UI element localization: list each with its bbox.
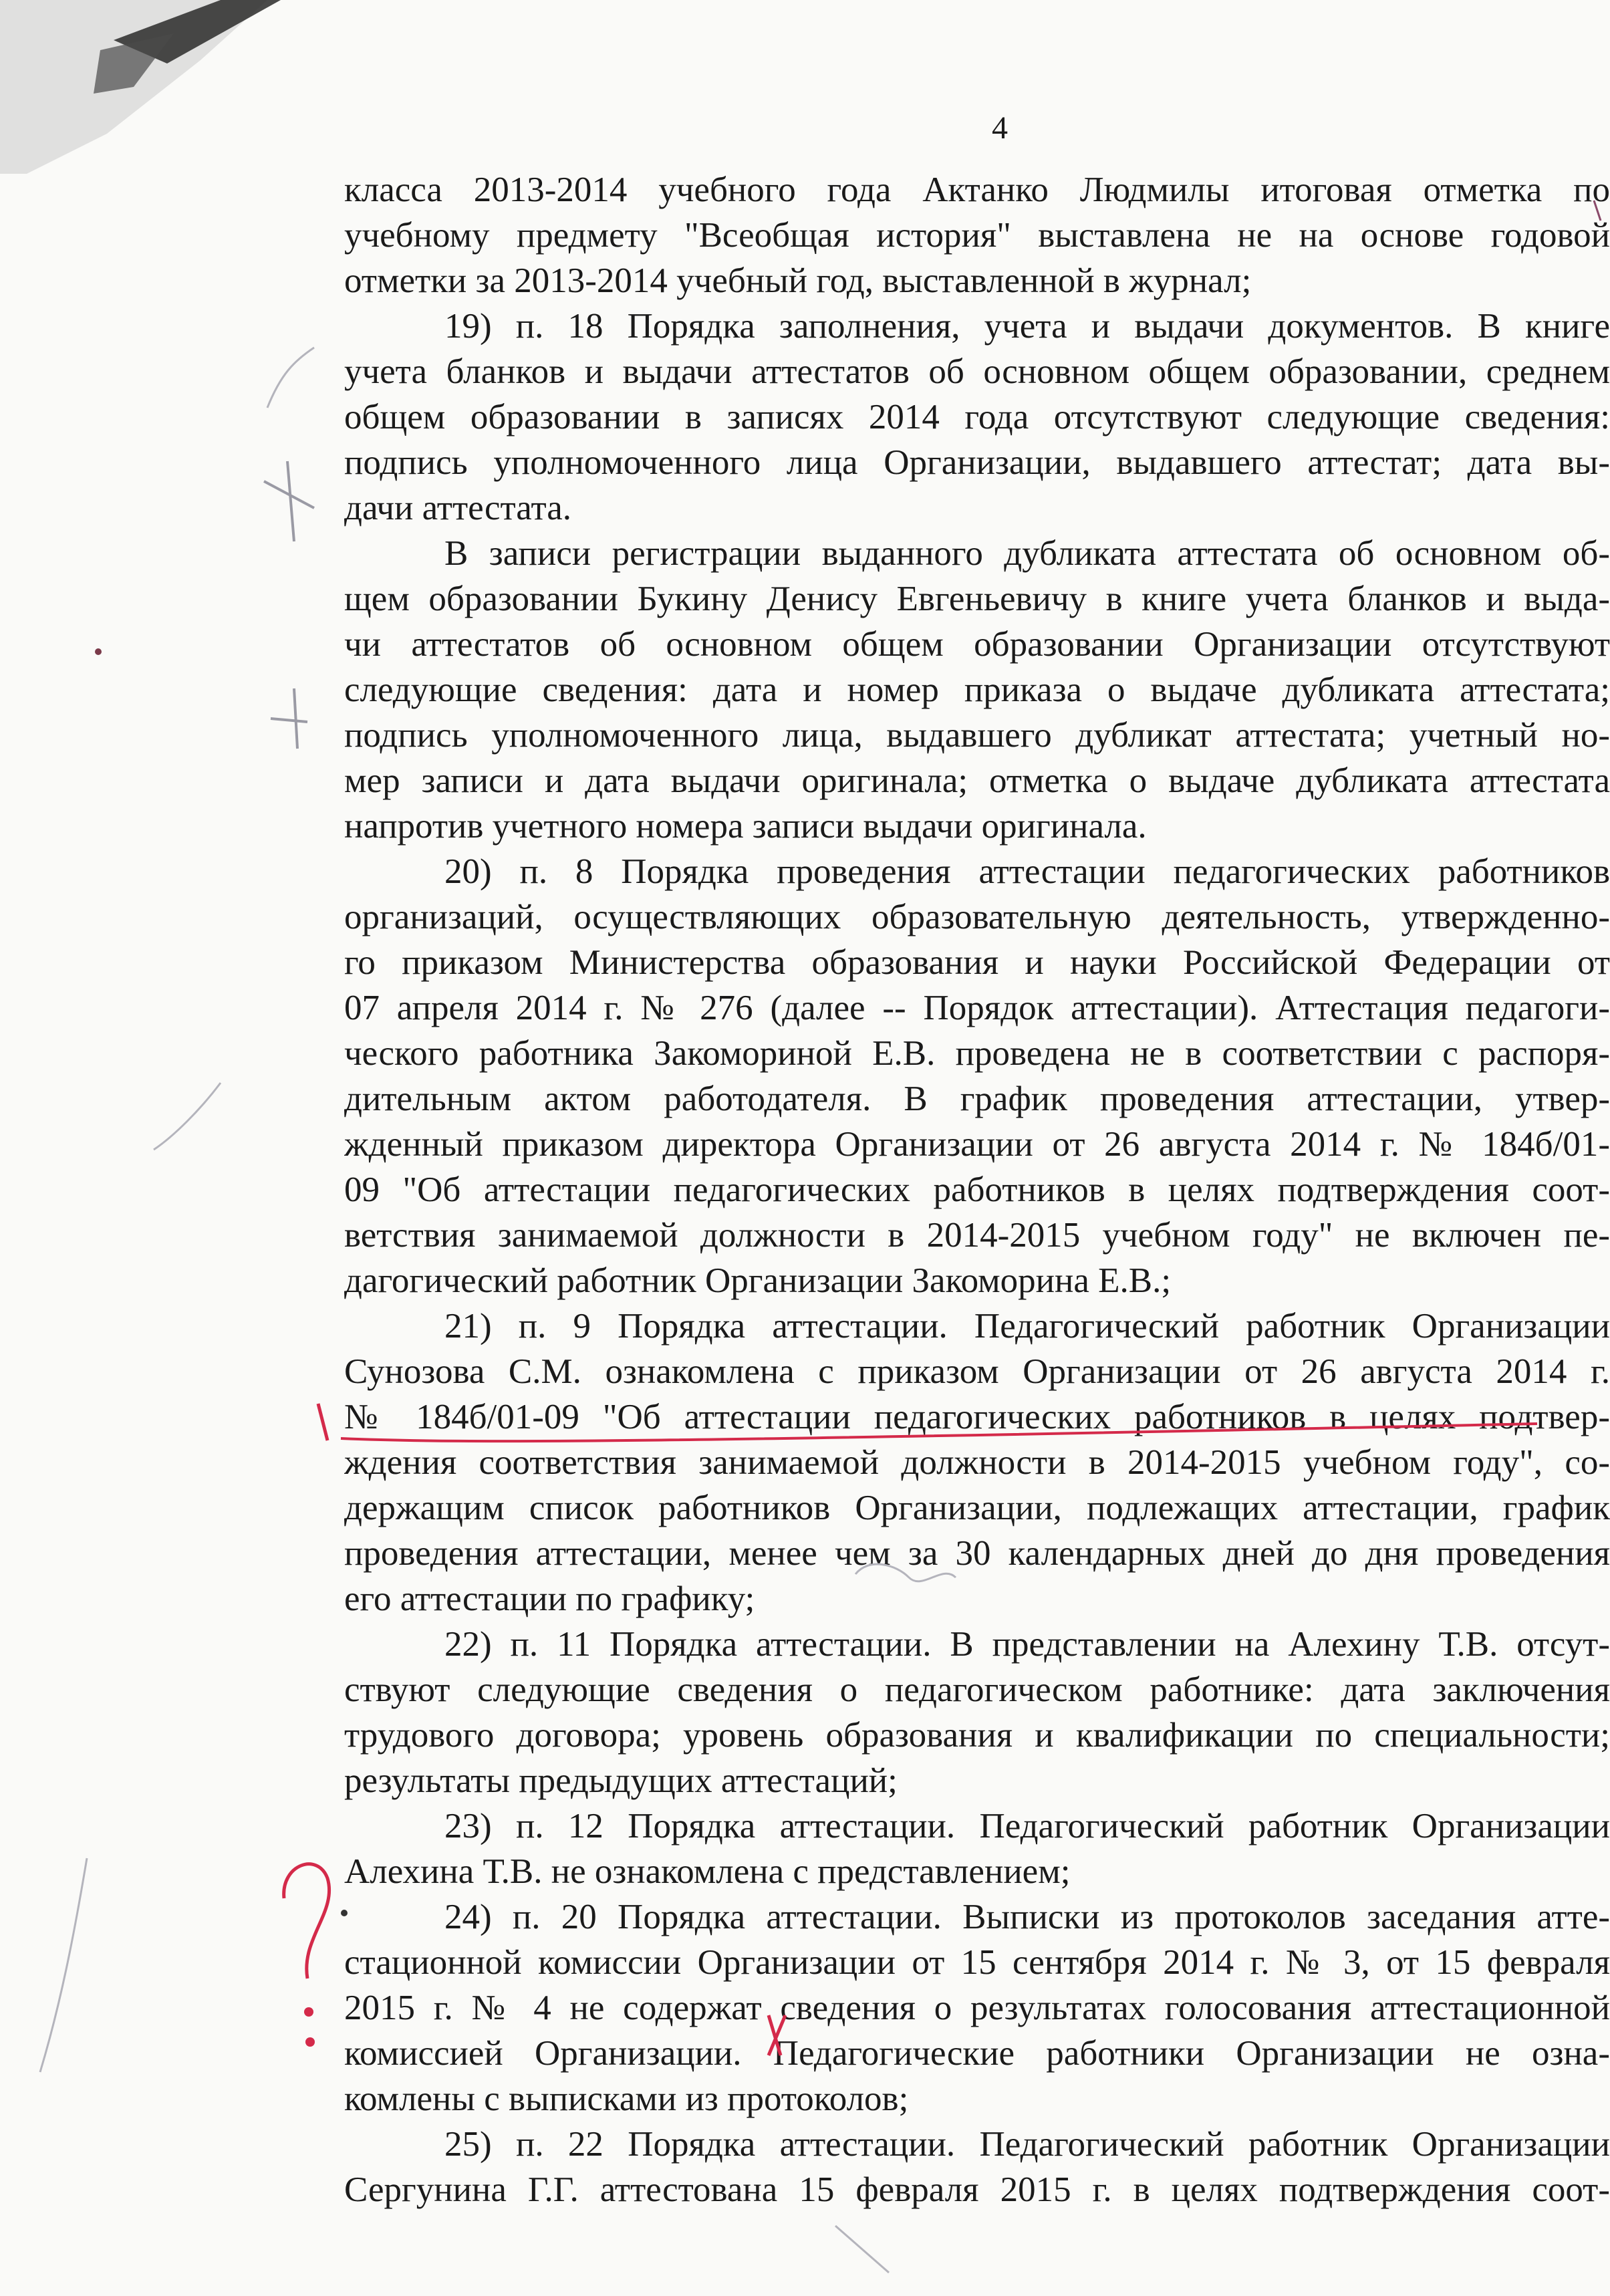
text-line: подпись уполномоченного лица Организации, выдавшего аттестат; дата вы-	[344, 443, 1610, 482]
text-line: дагогический работник Организации Закоморина Е.В.;	[344, 1261, 1172, 1300]
text-line: ческого работника Закомориной Е.В. проведена не в соответствии с распоря-	[344, 1034, 1610, 1073]
text-line: 25) п. 22 Порядка аттестации. Педагогический работник Организации	[444, 2125, 1610, 2164]
text-line: 24) п. 20 Порядка аттестации. Выписки из протоколов заседания атте-	[444, 1898, 1610, 1936]
text-line: результаты предыдущих аттестаций;	[344, 1761, 898, 1800]
document-body	[344, 167, 1610, 2296]
text-line: следующие сведения: дата и номер приказа о выдаче дубликата аттестата;	[344, 670, 1610, 709]
pencil-plus-mark	[264, 461, 314, 749]
text-line: мер записи и дата выдачи оригинала; отметка о выдаче дубликата аттестата	[344, 761, 1610, 800]
ink-dot	[95, 648, 102, 655]
text-line: ствуют следующие сведения о педагогическом работнике: дата заключения	[344, 1670, 1610, 1709]
red-question-mark	[284, 1864, 329, 1979]
text-line: ждения соответствия занимаемой должности в 2014-2015 учебном году", со-	[344, 1443, 1610, 1482]
text-line: Сунозова С.М. ознакомлена с приказом Организации от 26 августа 2014 г.	[344, 1352, 1610, 1391]
text-line: держащим список работников Организации, подлежащих аттестации, график	[344, 1489, 1610, 1527]
text-line: 09 "Об аттестации педагогических работников в целях подтверждения соот-	[344, 1170, 1610, 1209]
text-line: жденный приказом директора Организации от 26 августа 2014 г. № 184б/01-	[344, 1125, 1610, 1164]
text-line: 19) п. 18 Порядка заполнения, учета и выдачи документов. В книге	[444, 307, 1610, 346]
text-line: трудового договора; уровень образования и квалификации по специальности;	[344, 1716, 1610, 1755]
text-line: Алехина Т.В. не ознакомлена с представлением;	[344, 1852, 1071, 1891]
text-line: комлены с выписками из протоколов;	[344, 2079, 909, 2118]
text-line: комиссией Организации. Педагогические работники Организации не озна-	[344, 2034, 1610, 2073]
text-line: чи аттестатов об основном общем образовании Организации отсутствуют	[344, 625, 1610, 664]
text-line: 21) п. 9 Порядка аттестации. Педагогический работник Организации	[444, 1307, 1610, 1346]
text-line: общем образовании в записях 2014 года отсутствуют следующие сведения:	[344, 398, 1610, 436]
red-tick	[318, 1404, 327, 1440]
text-line: организаций, осуществляющих образовательную деятельность, утвержденно-	[344, 898, 1610, 936]
text-line: учета бланков и выдачи аттестатов об основном общем образовании, среднем	[344, 352, 1610, 391]
text-line: дительным актом работодателя. В график проведения аттестации, утвер-	[344, 1079, 1610, 1118]
text-line: напротив учетного номера записи выдачи оригинала.	[344, 807, 1147, 846]
page-number: 4	[992, 110, 1008, 146]
text-line: 07 апреля 2014 г. № 276 (далее -- Порядок аттестации). Аттестация педагоги-	[344, 989, 1610, 1027]
text-line: подпись уполномоченного лица, выдавшего дубликат аттестата; учетный но-	[344, 716, 1610, 755]
text-line: класса 2013-2014 учебного года Актанко Людмилы итоговая отметка по	[344, 170, 1610, 209]
text-line: отметки за 2013-2014 учебный год, выставленной в журнал;	[344, 261, 1252, 300]
text-line: его аттестации по графику;	[344, 1579, 755, 1618]
text-line: щем образовании Букину Денису Евгеньевичу в книге учета бланков и выда-	[344, 580, 1610, 618]
text-line: 22) п. 11 Порядка аттестации. В представлении на Алехину Т.В. отсут-	[444, 1625, 1610, 1664]
text-line: проведения аттестации, менее чем за 30 календарных дней до дня проведения	[344, 1534, 1610, 1573]
text-line: 20) п. 8 Порядка проведения аттестации педагогических работников	[444, 852, 1610, 891]
red-question-dot	[304, 2007, 313, 2017]
text-line: № 184б/01-09 "Об аттестации педагогических работников в целях подтвер-	[344, 1398, 1610, 1436]
text-line: дачи аттестата.	[344, 489, 572, 527]
text-line: 23) п. 12 Порядка аттестации. Педагогический работник Организации	[444, 1807, 1610, 1845]
text-line: В записи регистрации выданного дубликата аттестата об основном об-	[444, 534, 1610, 573]
text-line: 2015 г. № 4 не содержат сведения о результатах голосования аттестационной	[344, 1989, 1610, 2027]
text-line: стационной комиссии Организации от 15 сентября 2014 г. № 3, от 15 февраля	[344, 1943, 1610, 1982]
scan-edge-shadow	[0, 0, 281, 174]
red-dot	[305, 2037, 315, 2047]
text-line: го приказом Министерства образования и науки Российской Федерации от	[344, 943, 1610, 982]
text-line: ветствия занимаемой должности в 2014-2015 учебном году" не включен пе-	[344, 1216, 1610, 1255]
text-line: учебному предмету "Всеобщая история" выставлена не на основе годовой	[344, 216, 1610, 255]
text-line: Сергунина Г.Г. аттестована 15 февраля 2015 г. в целях подтверждения соот-	[344, 2170, 1610, 2209]
